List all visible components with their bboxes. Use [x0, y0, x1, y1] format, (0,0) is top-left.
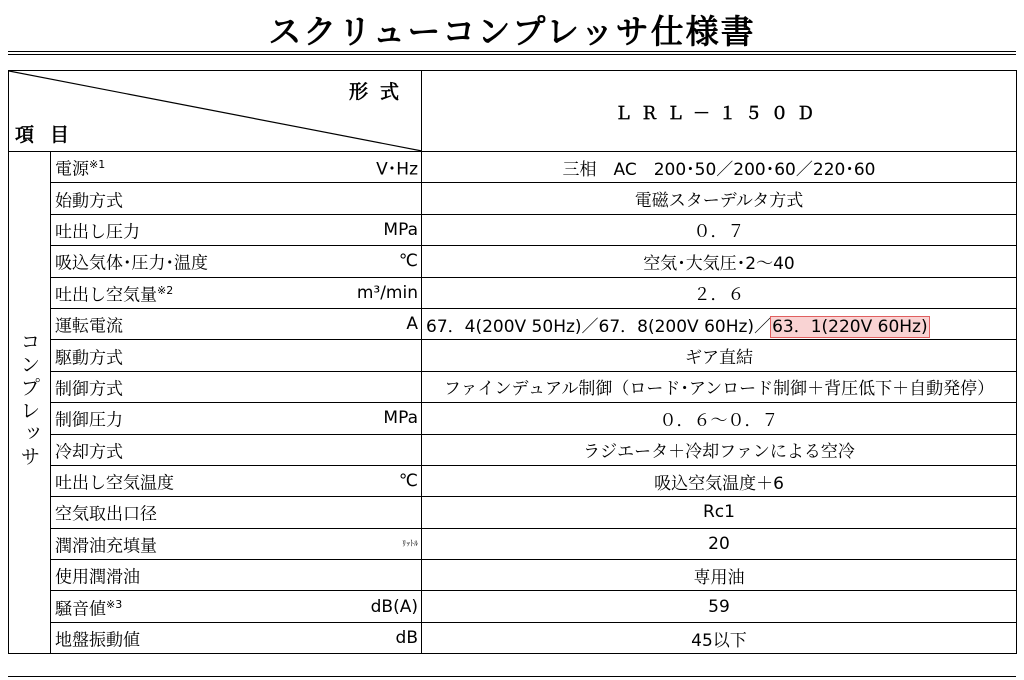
- spec-value-text: Rc1: [703, 502, 735, 523]
- spec-value: [422, 434, 1017, 465]
- item-name: [55, 217, 140, 242]
- item-name-text: 空気取出口径: [55, 504, 157, 525]
- spec-value-text: 三相 AC 200･50／200･60／220･60: [562, 159, 876, 180]
- item-name-text: 冷却方式: [55, 442, 123, 463]
- item-unit: MPa: [383, 408, 418, 429]
- item-footnote-mark: ※1: [89, 158, 106, 172]
- item-name-text: 駆動方式: [55, 348, 123, 369]
- item-unit: ﾘｯﾄﾙ: [402, 538, 418, 548]
- item-footnote-mark: ※2: [157, 283, 174, 297]
- spec-value-text: ファインデュアル制御（ロード･アンロード制御＋背圧低下＋自動発停）: [443, 379, 995, 400]
- item-name: [55, 186, 123, 211]
- item-cell: [51, 497, 422, 528]
- item-unit: dB: [395, 628, 418, 649]
- spec-value-text: ０．７: [693, 222, 745, 243]
- item-name-text: 騒音値: [55, 599, 106, 620]
- item-name: [55, 531, 157, 556]
- spec-value: [422, 214, 1017, 245]
- spec-value-text: ２．６: [693, 285, 745, 306]
- spec-value-text: ギア直結: [685, 348, 753, 369]
- table-header-row: [9, 71, 1017, 152]
- item-name: [55, 626, 140, 651]
- item-cell: [51, 246, 422, 277]
- item-cell: [51, 371, 422, 402]
- spec-value: [422, 308, 1017, 339]
- spec-value: [422, 560, 1017, 591]
- item-cell: [51, 622, 422, 653]
- item-name: [55, 406, 123, 431]
- table-row: [9, 246, 1017, 277]
- table-row: [9, 183, 1017, 214]
- spec-value-text: 空気･大気圧･2～40: [643, 253, 795, 274]
- item-cell: [51, 528, 422, 559]
- item-cell: [51, 152, 422, 183]
- item-name: [55, 155, 105, 180]
- spec-value: [422, 340, 1017, 371]
- spec-value: [422, 622, 1017, 653]
- model-number: ＬＲＬ－１５０Ｄ: [422, 71, 1017, 152]
- item-name: [55, 249, 208, 274]
- header-diagonal-cell: [9, 71, 422, 152]
- table-row: [9, 560, 1017, 591]
- table-row: [9, 465, 1017, 496]
- item-cell: [51, 591, 422, 622]
- item-cell: [51, 340, 422, 371]
- side-label-text: コンプレッサ: [17, 331, 41, 470]
- item-name-text: 電源: [55, 159, 89, 180]
- item-name-text: 地盤振動値: [55, 630, 140, 651]
- item-name: [55, 563, 140, 588]
- item-cell: [51, 308, 422, 339]
- spec-value: [422, 591, 1017, 622]
- table-row: [9, 371, 1017, 402]
- spec-value: [422, 465, 1017, 496]
- spec-value: [422, 403, 1017, 434]
- item-unit: m³/min: [356, 282, 418, 303]
- item-name-text: 潤滑油充填量: [55, 536, 157, 557]
- spec-value: [422, 246, 1017, 277]
- item-cell: [51, 465, 422, 496]
- item-name-text: 吐出し圧力: [55, 222, 140, 243]
- table-row: [9, 152, 1017, 183]
- spec-value: [422, 371, 1017, 402]
- item-cell: [51, 183, 422, 214]
- item-name: [55, 280, 173, 305]
- spec-value-text: 45以下: [691, 630, 747, 651]
- item-cell: [51, 403, 422, 434]
- item-name: [55, 500, 157, 525]
- item-name: [55, 312, 123, 337]
- item-name-text: 吐出し空気温度: [55, 473, 174, 494]
- item-unit: MPa: [383, 219, 418, 240]
- spec-value: [422, 528, 1017, 559]
- spec-value-text: 20: [708, 533, 730, 554]
- title-underline: [8, 51, 1016, 55]
- table-row: [9, 403, 1017, 434]
- item-name-text: 使用潤滑油: [55, 567, 140, 588]
- spec-value: [422, 183, 1017, 214]
- table-row: [9, 622, 1017, 653]
- item-name: [55, 594, 122, 619]
- item-name: [55, 343, 123, 368]
- spec-value-text: 専用油: [693, 567, 745, 588]
- item-cell: [51, 560, 422, 591]
- spec-value-text: ラジエータ＋冷却ファンによる空冷: [583, 442, 855, 463]
- spec-value-text: 吸込空気温度＋6: [654, 473, 784, 494]
- table-row: [9, 214, 1017, 245]
- item-footnote-mark: ※3: [106, 597, 123, 611]
- table-row: [9, 277, 1017, 308]
- document-title: スクリューコンプレッサ仕様書: [268, 12, 756, 51]
- item-name: [55, 469, 174, 494]
- item-name-text: 吸込気体･圧力･温度: [55, 253, 208, 274]
- spec-value: [422, 497, 1017, 528]
- item-unit: A: [406, 314, 418, 335]
- spec-table: [8, 70, 1017, 654]
- header-item-label: 項目: [15, 124, 86, 146]
- spec-value-text: 電磁スターデルタ方式: [634, 191, 804, 212]
- item-cell: [51, 214, 422, 245]
- table-bottom-edge: [8, 676, 1016, 677]
- table-row: [9, 308, 1017, 339]
- item-cell: [51, 434, 422, 465]
- item-name-text: 制御圧力: [55, 410, 123, 431]
- item-cell: [51, 277, 422, 308]
- spec-value-text: 59: [708, 596, 730, 617]
- item-name: [55, 374, 123, 399]
- spec-value-text: ０．６～０．７: [659, 410, 779, 431]
- table-row: [9, 591, 1017, 622]
- spec-value: [422, 277, 1017, 308]
- item-name-text: 制御方式: [55, 379, 123, 400]
- item-name: [55, 437, 123, 462]
- table-row: [9, 497, 1017, 528]
- spec-value-text: 67．4(200V 50Hz)／67．8(200V 60Hz)／: [426, 316, 772, 337]
- item-unit: dB(A): [370, 596, 418, 617]
- item-unit: V･Hz: [376, 159, 418, 180]
- item-name-text: 始動方式: [55, 191, 123, 212]
- table-row: [9, 340, 1017, 371]
- header-form-label: 形式: [348, 81, 411, 103]
- item-name-text: 吐出し空気量: [55, 285, 157, 306]
- item-name-text: 運転電流: [55, 316, 123, 337]
- item-unit: ℃: [398, 471, 418, 492]
- spec-value: [422, 152, 1017, 183]
- compressor-side-label: [9, 152, 51, 654]
- item-unit: ℃: [398, 251, 418, 272]
- table-row: [9, 528, 1017, 559]
- table-row: [9, 434, 1017, 465]
- highlighted-value: 63．1(220V 60Hz): [772, 316, 928, 337]
